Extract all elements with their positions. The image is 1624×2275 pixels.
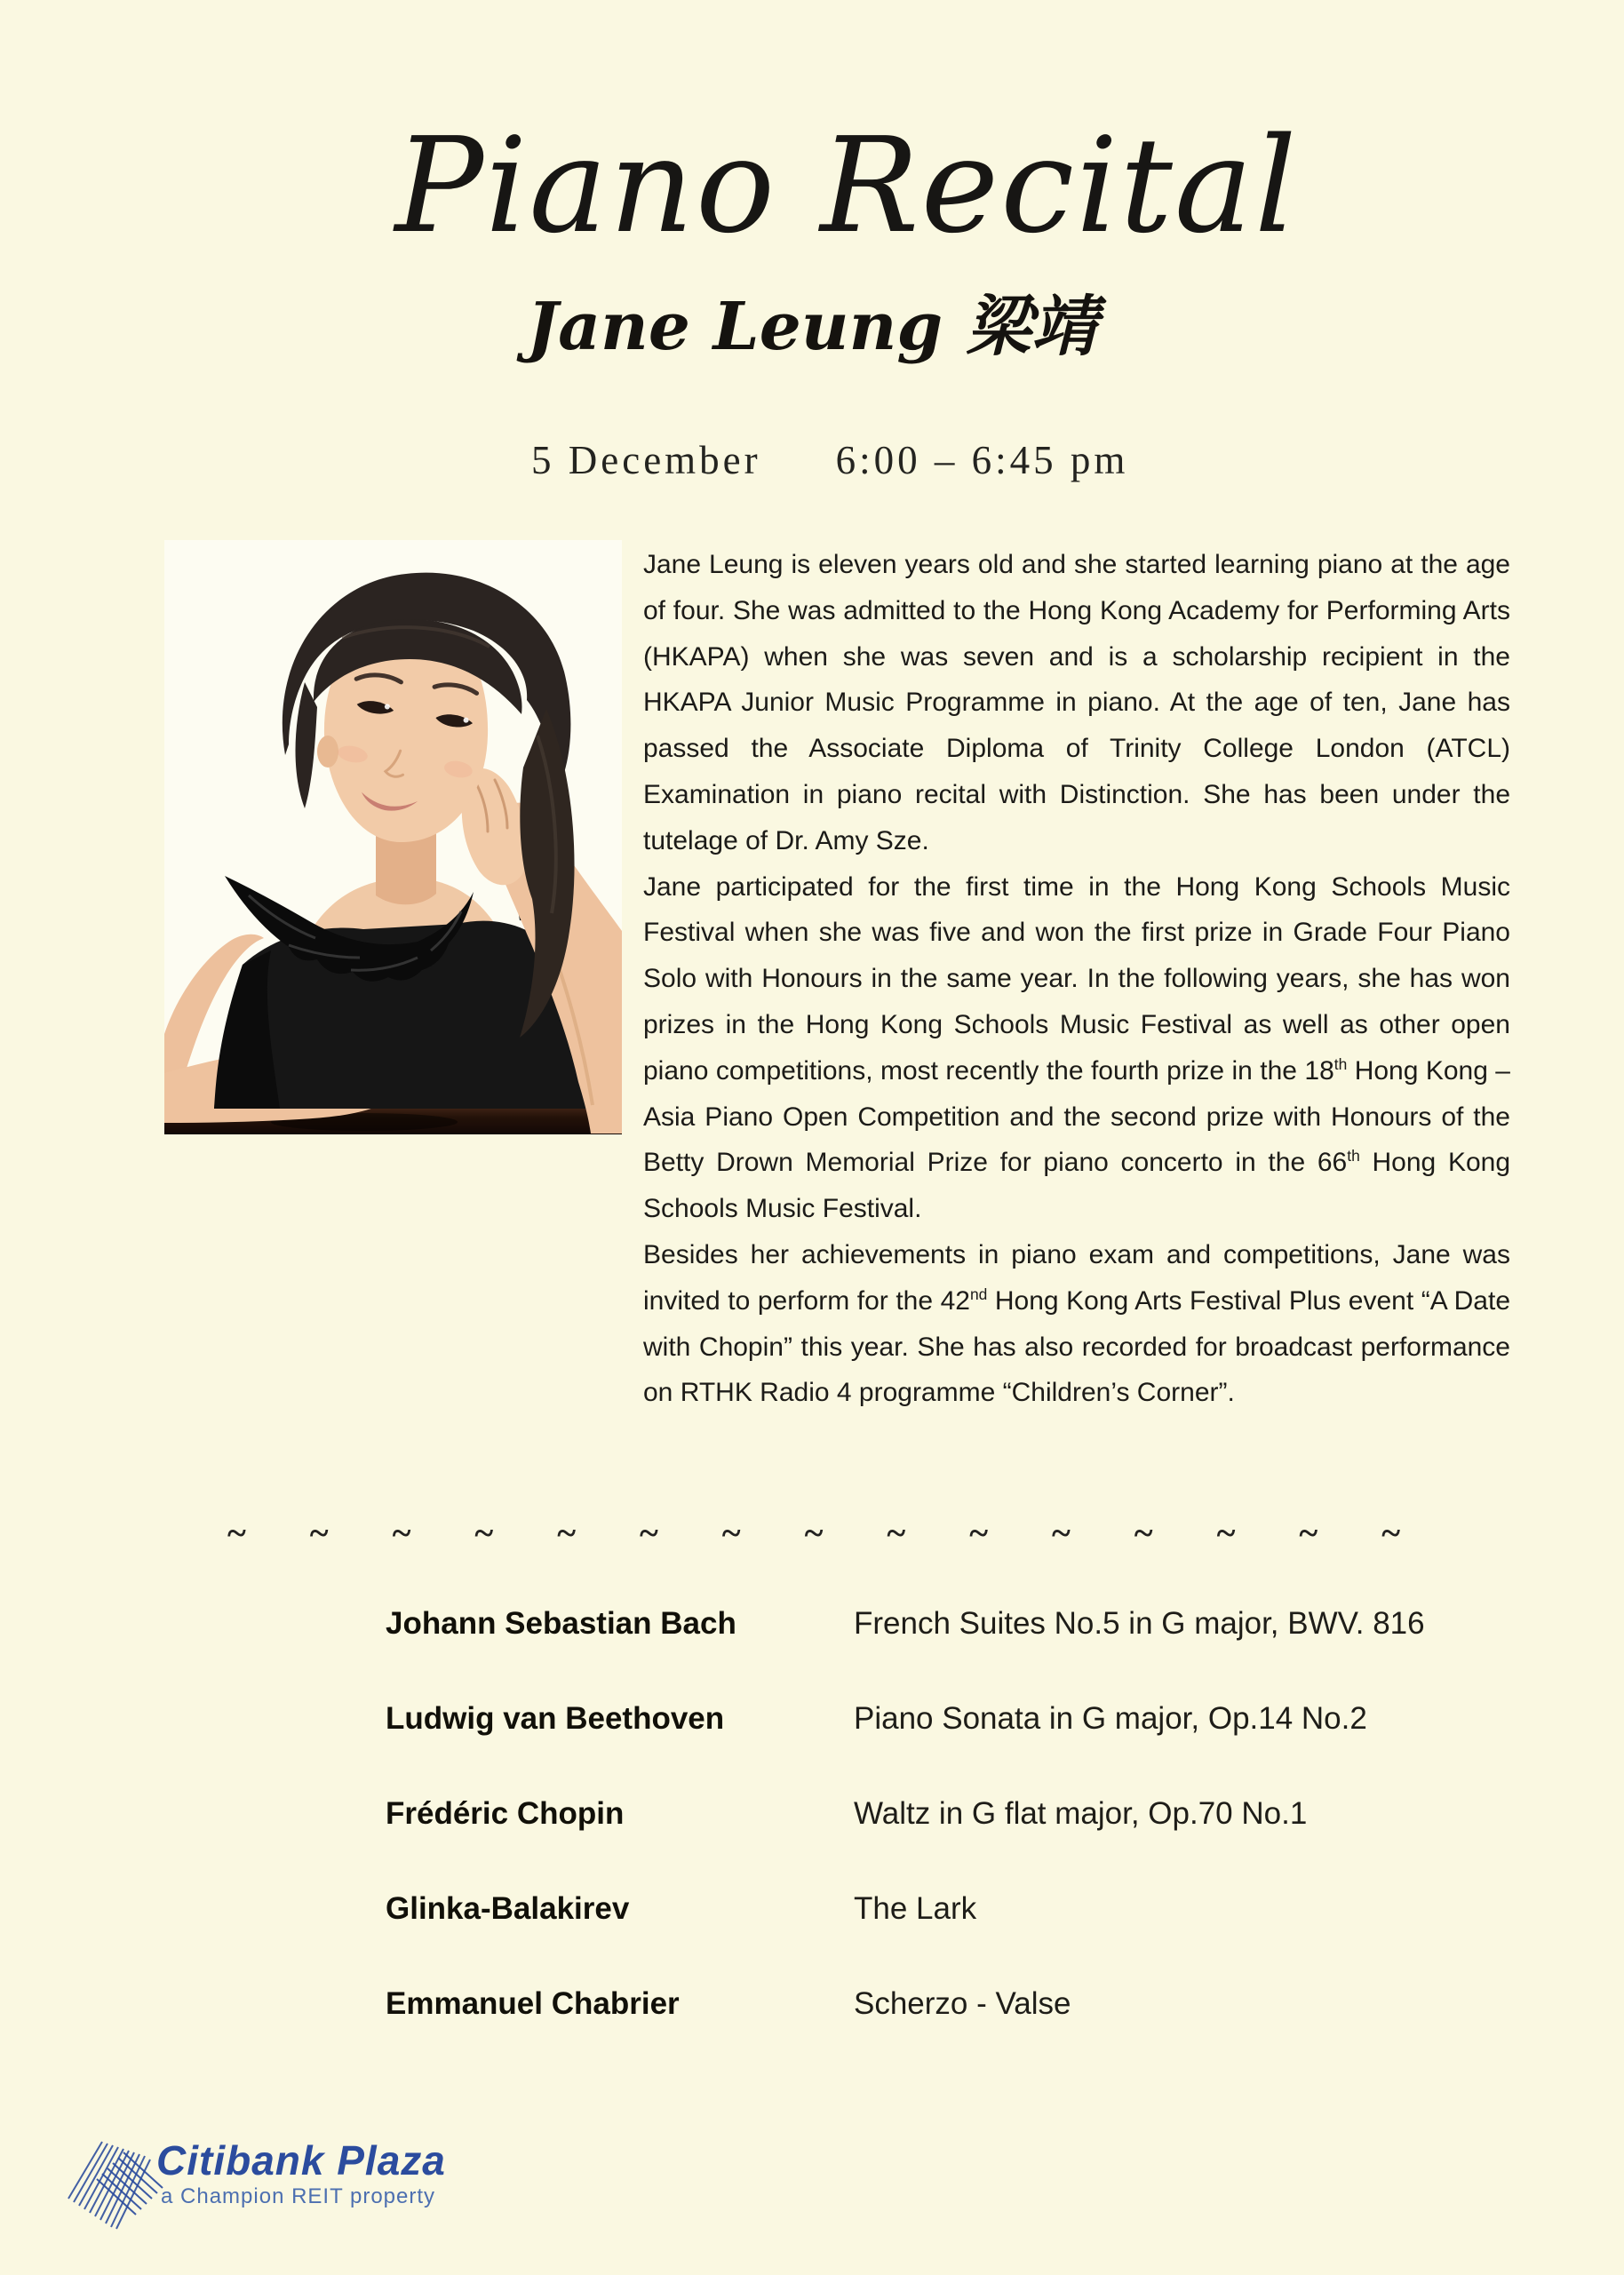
composer-name: Frédéric Chopin	[386, 1796, 625, 1831]
performer-photo	[164, 540, 622, 1134]
performer-photo-illustration	[164, 540, 622, 1134]
bio-paragraph: Jane participated for the first time in the Hong Kong Schools Music Festival when she was five and won the first prize in Grade Four Piano Solo with Honours in the same year. In the following years, she has won prizes in the Hong Kong Schools Music Festival as well as other open piano competitions, most recently the fourth prize in the 18th Hong Kong – Asia Piano Open Competition and the second prize with Honours of the Betty Drown Memorial Prize for piano concerto in the 66th Hong Kong Schools Music Festival.	[643, 871, 1511, 1224]
tilde-separator: ~~~~~~~~~~~~~~~	[227, 1513, 1465, 1553]
program-row	[386, 1703, 1514, 1734]
citibank-plaza-wordmark: Citibank Plaza	[156, 2137, 446, 2184]
program-row	[386, 1893, 1514, 1924]
event-time: 6:00 – 6:45 pm	[835, 438, 1129, 482]
composer-name: Glinka-Balakirev	[386, 1891, 630, 1926]
piece-title: Scherzo - Valse	[854, 1986, 1071, 2021]
program-row	[386, 1608, 1514, 1639]
piece-title: French Suites No.5 in G major, BWV. 816	[854, 1606, 1425, 1641]
event-datetime	[531, 437, 1128, 483]
bio-paragraph: Jane Leung is eleven years old and she started learning piano at the age of four. She was admitted to the Hong Kong Academy for Performing Arts (HKAPA) when she was seven and is a scholarship recipient in the HKAPA Junior Music Programme in piano. At the age of ten, Jane has passed the Associate Diploma of Trinity College London (ATCL) Examination in piano recital with Distinction. She has been under the tutelage of Dr. Amy Sze.	[643, 550, 1510, 855]
performer-name: Jane Leung 梁靖	[527, 289, 1097, 365]
composer-name: Ludwig van Beethoven	[386, 1701, 725, 1736]
piece-title: Piano Sonata in G major, Op.14 No.2	[854, 1701, 1367, 1736]
bio-paragraph: Besides her achievements in piano exam and competitions, Jane was invited to perform for the 42nd Hong Kong Arts Festival Plus event “A Date with Chopin” this year. She has also recorded for broadcast performance on RTHK Radio 4 programme “Children’s Corner”.	[643, 1239, 1511, 1408]
champion-reit-tagline: a Champion REIT property	[161, 2184, 436, 2208]
program-row	[386, 1798, 1514, 1829]
biography	[643, 542, 1510, 1416]
piece-title: Waltz in G flat major, Op.70 No.1	[854, 1796, 1308, 1831]
composer-name: Johann Sebastian Bach	[386, 1606, 736, 1641]
program-row	[386, 1988, 1514, 2019]
event-date: 5 December	[531, 438, 761, 482]
page-title: Piano Recital	[394, 109, 1299, 262]
program-list	[386, 1608, 1514, 2083]
composer-name: Emmanuel Chabrier	[386, 1986, 680, 2021]
piece-title: The Lark	[854, 1891, 977, 1926]
